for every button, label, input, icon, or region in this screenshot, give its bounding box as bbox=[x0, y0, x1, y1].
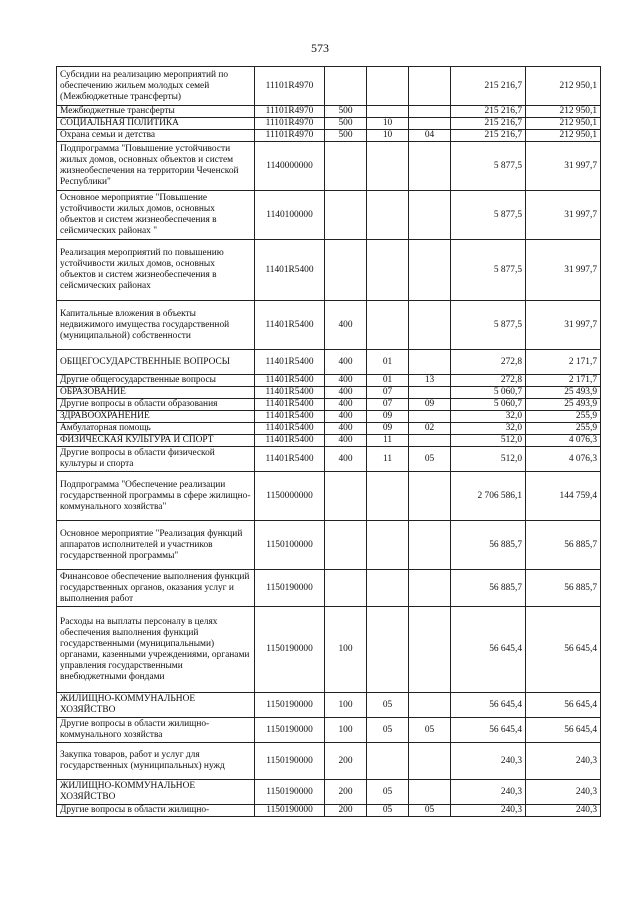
section bbox=[367, 472, 409, 521]
expense-type: 400 bbox=[325, 423, 367, 435]
expense-type: 400 bbox=[325, 350, 367, 375]
table-row bbox=[57, 411, 601, 423]
expense-type: 500 bbox=[325, 106, 367, 118]
amount-year-2: 31 997,7 bbox=[526, 191, 601, 240]
section: 10 bbox=[367, 130, 409, 142]
subsection: 13 bbox=[409, 375, 451, 387]
subsection bbox=[409, 142, 451, 191]
amount-year-2: 31 997,7 bbox=[526, 240, 601, 301]
section bbox=[367, 67, 409, 106]
amount-year-1: 215 216,7 bbox=[451, 67, 526, 106]
expense-type bbox=[325, 142, 367, 191]
expense-type bbox=[325, 521, 367, 570]
section bbox=[367, 240, 409, 301]
table-row bbox=[57, 106, 601, 118]
amount-year-1: 240,3 bbox=[451, 805, 526, 817]
amount-year-2: 56 885,7 bbox=[526, 570, 601, 607]
table-row bbox=[57, 399, 601, 411]
subsection bbox=[409, 118, 451, 130]
amount-year-1: 32,0 bbox=[451, 411, 526, 423]
subsection bbox=[409, 191, 451, 240]
section bbox=[367, 743, 409, 780]
amount-year-2: 4 076,3 bbox=[526, 435, 601, 447]
section: 11 bbox=[367, 447, 409, 472]
amount-year-2: 25 493,9 bbox=[526, 387, 601, 399]
target-code: 11101R4970 bbox=[255, 106, 325, 118]
target-code: 11401R5400 bbox=[255, 387, 325, 399]
table-row bbox=[57, 447, 601, 472]
section: 05 bbox=[367, 805, 409, 817]
amount-year-1: 5 060,7 bbox=[451, 387, 526, 399]
expense-type: 200 bbox=[325, 805, 367, 817]
row-name: Другие вопросы в области жилищно- bbox=[57, 805, 255, 817]
page-number: 573 bbox=[311, 41, 329, 55]
table-row bbox=[57, 718, 601, 743]
target-code: 11101R4970 bbox=[255, 130, 325, 142]
amount-year-1: 240,3 bbox=[451, 780, 526, 805]
subsection bbox=[409, 240, 451, 301]
row-name: Основное мероприятие "Реализация функций аппаратов исполнителей и участников государственной программы" bbox=[57, 521, 255, 570]
table-row bbox=[57, 472, 601, 521]
section: 01 bbox=[367, 350, 409, 375]
target-code: 1150190000 bbox=[255, 743, 325, 780]
target-code: 1150190000 bbox=[255, 718, 325, 743]
subsection: 04 bbox=[409, 130, 451, 142]
subsection bbox=[409, 350, 451, 375]
row-name: СОЦИАЛЬНАЯ ПОЛИТИКА bbox=[57, 118, 255, 130]
row-name: ЖИЛИЩНО-КОММУНАЛЬНОЕ ХОЗЯЙСТВО bbox=[57, 693, 255, 718]
section: 05 bbox=[367, 693, 409, 718]
expense-type: 400 bbox=[325, 411, 367, 423]
subsection bbox=[409, 607, 451, 693]
row-name: ЖИЛИЩНО-КОММУНАЛЬНОЕ ХОЗЯЙСТВО bbox=[57, 780, 255, 805]
section bbox=[367, 142, 409, 191]
amount-year-1: 5 060,7 bbox=[451, 399, 526, 411]
amount-year-2: 240,3 bbox=[526, 743, 601, 780]
section bbox=[367, 607, 409, 693]
amount-year-2: 56 645,4 bbox=[526, 693, 601, 718]
budget-table bbox=[56, 66, 601, 817]
amount-year-1: 56 645,4 bbox=[451, 718, 526, 743]
amount-year-2: 56 645,4 bbox=[526, 718, 601, 743]
row-name: Другие вопросы в области физической культуры и спорта bbox=[57, 447, 255, 472]
target-code: 1150100000 bbox=[255, 521, 325, 570]
amount-year-2: 255,9 bbox=[526, 423, 601, 435]
amount-year-1: 56 885,7 bbox=[451, 570, 526, 607]
row-name: Основное мероприятие "Повышение устойчивости жилых домов, основных объектов и систем жизнеобеспечения в сейсмических районах " bbox=[57, 191, 255, 240]
row-name: ФИЗИЧЕСКАЯ КУЛЬТУРА И СПОРТ bbox=[57, 435, 255, 447]
section bbox=[367, 570, 409, 607]
amount-year-2: 212 950,1 bbox=[526, 118, 601, 130]
target-code: 1150190000 bbox=[255, 805, 325, 817]
subsection: 05 bbox=[409, 805, 451, 817]
expense-type: 400 bbox=[325, 375, 367, 387]
target-code: 11101R4970 bbox=[255, 67, 325, 106]
amount-year-1: 56 885,7 bbox=[451, 521, 526, 570]
section: 07 bbox=[367, 387, 409, 399]
row-name: Подпрограмма "Обеспечение реализации государственной программы в сфере жилищно-коммунального хозяйства" bbox=[57, 472, 255, 521]
target-code: 11101R4970 bbox=[255, 118, 325, 130]
target-code: 11401R5400 bbox=[255, 411, 325, 423]
row-name: Подпрограмма "Повышение устойчивости жилых домов, основных объектов и систем жизнеобеспечения на территории Чеченской Республики" bbox=[57, 142, 255, 191]
section: 09 bbox=[367, 411, 409, 423]
amount-year-2: 31 997,7 bbox=[526, 142, 601, 191]
table-row bbox=[57, 693, 601, 718]
expense-type bbox=[325, 191, 367, 240]
amount-year-2: 56 645,4 bbox=[526, 607, 601, 693]
amount-year-2: 212 950,1 bbox=[526, 67, 601, 106]
subsection bbox=[409, 435, 451, 447]
table-row bbox=[57, 130, 601, 142]
amount-year-2: 56 885,7 bbox=[526, 521, 601, 570]
subsection bbox=[409, 521, 451, 570]
table-row bbox=[57, 350, 601, 375]
expense-type: 400 bbox=[325, 435, 367, 447]
amount-year-1: 32,0 bbox=[451, 423, 526, 435]
amount-year-2: 2 171,7 bbox=[526, 350, 601, 375]
expense-type: 500 bbox=[325, 130, 367, 142]
row-name: Капитальные вложения в объекты недвижимого имущества государственной (муниципальной) собственности bbox=[57, 301, 255, 350]
expense-type: 500 bbox=[325, 118, 367, 130]
table-row bbox=[57, 301, 601, 350]
table-row bbox=[57, 743, 601, 780]
section: 05 bbox=[367, 780, 409, 805]
subsection bbox=[409, 411, 451, 423]
section: 05 bbox=[367, 718, 409, 743]
table-row bbox=[57, 375, 601, 387]
target-code: 1150190000 bbox=[255, 570, 325, 607]
subsection bbox=[409, 570, 451, 607]
subsection: 09 bbox=[409, 399, 451, 411]
target-code: 11401R5400 bbox=[255, 447, 325, 472]
amount-year-1: 512,0 bbox=[451, 447, 526, 472]
amount-year-1: 5 877,5 bbox=[451, 191, 526, 240]
row-name: Другие вопросы в области образования bbox=[57, 399, 255, 411]
expense-type: 200 bbox=[325, 743, 367, 780]
row-name: ОБРАЗОВАНИЕ bbox=[57, 387, 255, 399]
amount-year-2: 240,3 bbox=[526, 780, 601, 805]
subsection bbox=[409, 472, 451, 521]
amount-year-1: 215 216,7 bbox=[451, 130, 526, 142]
expense-type: 400 bbox=[325, 447, 367, 472]
expense-type bbox=[325, 67, 367, 106]
section bbox=[367, 521, 409, 570]
row-name: Другие вопросы в области жилищно-коммунального хозяйства bbox=[57, 718, 255, 743]
expense-type: 400 bbox=[325, 301, 367, 350]
amount-year-2: 4 076,3 bbox=[526, 447, 601, 472]
target-code: 11401R5400 bbox=[255, 399, 325, 411]
expense-type: 200 bbox=[325, 780, 367, 805]
amount-year-2: 240,3 bbox=[526, 805, 601, 817]
target-code: 1150190000 bbox=[255, 607, 325, 693]
target-code: 11401R5400 bbox=[255, 423, 325, 435]
subsection bbox=[409, 780, 451, 805]
table-row bbox=[57, 67, 601, 106]
subsection: 05 bbox=[409, 718, 451, 743]
subsection bbox=[409, 693, 451, 718]
target-code: 1150000000 bbox=[255, 472, 325, 521]
expense-type: 400 bbox=[325, 387, 367, 399]
expense-type: 100 bbox=[325, 693, 367, 718]
expense-type: 400 bbox=[325, 399, 367, 411]
row-name: ОБЩЕГОСУДАРСТВЕННЫЕ ВОПРОСЫ bbox=[57, 350, 255, 375]
row-name: Закупка товаров, работ и услуг для государственных (муниципальных) нужд bbox=[57, 743, 255, 780]
amount-year-1: 240,3 bbox=[451, 743, 526, 780]
amount-year-1: 2 706 586,1 bbox=[451, 472, 526, 521]
row-name: Охрана семьи и детства bbox=[57, 130, 255, 142]
subsection bbox=[409, 743, 451, 780]
subsection bbox=[409, 67, 451, 106]
table-row bbox=[57, 240, 601, 301]
subsection: 05 bbox=[409, 447, 451, 472]
section: 10 bbox=[367, 118, 409, 130]
amount-year-1: 512,0 bbox=[451, 435, 526, 447]
expense-type: 100 bbox=[325, 718, 367, 743]
amount-year-2: 25 493,9 bbox=[526, 399, 601, 411]
amount-year-1: 215 216,7 bbox=[451, 106, 526, 118]
amount-year-2: 212 950,1 bbox=[526, 130, 601, 142]
section: 09 bbox=[367, 423, 409, 435]
target-code: 1150190000 bbox=[255, 780, 325, 805]
amount-year-1: 272,8 bbox=[451, 375, 526, 387]
row-name: Другие общегосударственные вопросы bbox=[57, 375, 255, 387]
subsection: 02 bbox=[409, 423, 451, 435]
table-row bbox=[57, 423, 601, 435]
amount-year-2: 31 997,7 bbox=[526, 301, 601, 350]
amount-year-2: 144 759,4 bbox=[526, 472, 601, 521]
target-code: 11401R5400 bbox=[255, 240, 325, 301]
amount-year-1: 56 645,4 bbox=[451, 607, 526, 693]
expense-type bbox=[325, 472, 367, 521]
expense-type: 100 bbox=[325, 607, 367, 693]
section: 11 bbox=[367, 435, 409, 447]
target-code: 11401R5400 bbox=[255, 375, 325, 387]
amount-year-2: 2 171,7 bbox=[526, 375, 601, 387]
target-code: 1150190000 bbox=[255, 693, 325, 718]
budget-table-body bbox=[57, 67, 601, 817]
table-row bbox=[57, 780, 601, 805]
target-code: 11401R5400 bbox=[255, 301, 325, 350]
table-row bbox=[57, 607, 601, 693]
target-code: 1140000000 bbox=[255, 142, 325, 191]
table-row bbox=[57, 570, 601, 607]
table-row bbox=[57, 118, 601, 130]
target-code: 11401R5400 bbox=[255, 350, 325, 375]
expense-type bbox=[325, 570, 367, 607]
amount-year-1: 215 216,7 bbox=[451, 118, 526, 130]
target-code: 11401R5400 bbox=[255, 435, 325, 447]
subsection bbox=[409, 387, 451, 399]
table-row bbox=[57, 805, 601, 817]
row-name: Межбюджетные трансферты bbox=[57, 106, 255, 118]
amount-year-2: 255,9 bbox=[526, 411, 601, 423]
amount-year-1: 272,8 bbox=[451, 350, 526, 375]
section bbox=[367, 106, 409, 118]
table-row bbox=[57, 387, 601, 399]
row-name: Амбулаторная помощь bbox=[57, 423, 255, 435]
amount-year-1: 56 645,4 bbox=[451, 693, 526, 718]
section bbox=[367, 301, 409, 350]
section: 01 bbox=[367, 375, 409, 387]
row-name: Субсидии на реализацию мероприятий по обеспечению жильем молодых семей (Межбюджетные трансферты) bbox=[57, 67, 255, 106]
table-row bbox=[57, 142, 601, 191]
row-name: ЗДРАВООХРАНЕНИЕ bbox=[57, 411, 255, 423]
subsection bbox=[409, 106, 451, 118]
target-code: 1140100000 bbox=[255, 191, 325, 240]
amount-year-1: 5 877,5 bbox=[451, 301, 526, 350]
row-name: Финансовое обеспечение выполнения функций государственных органов, оказания услуг и выполнения работ bbox=[57, 570, 255, 607]
amount-year-1: 5 877,5 bbox=[451, 240, 526, 301]
section: 07 bbox=[367, 399, 409, 411]
subsection bbox=[409, 301, 451, 350]
table-row bbox=[57, 191, 601, 240]
table-row bbox=[57, 435, 601, 447]
row-name: Расходы на выплаты персоналу в целях обеспечения выполнения функций государственными (муниципальными) органами, казенными учреждениями, органами управления государственными внебюджетными фондами bbox=[57, 607, 255, 693]
table-row bbox=[57, 521, 601, 570]
amount-year-1: 5 877,5 bbox=[451, 142, 526, 191]
amount-year-2: 212 950,1 bbox=[526, 106, 601, 118]
expense-type bbox=[325, 240, 367, 301]
section bbox=[367, 191, 409, 240]
row-name: Реализация мероприятий по повышению устойчивости жилых домов, основных объектов и систем жизнеобеспечения в сейсмических районах bbox=[57, 240, 255, 301]
